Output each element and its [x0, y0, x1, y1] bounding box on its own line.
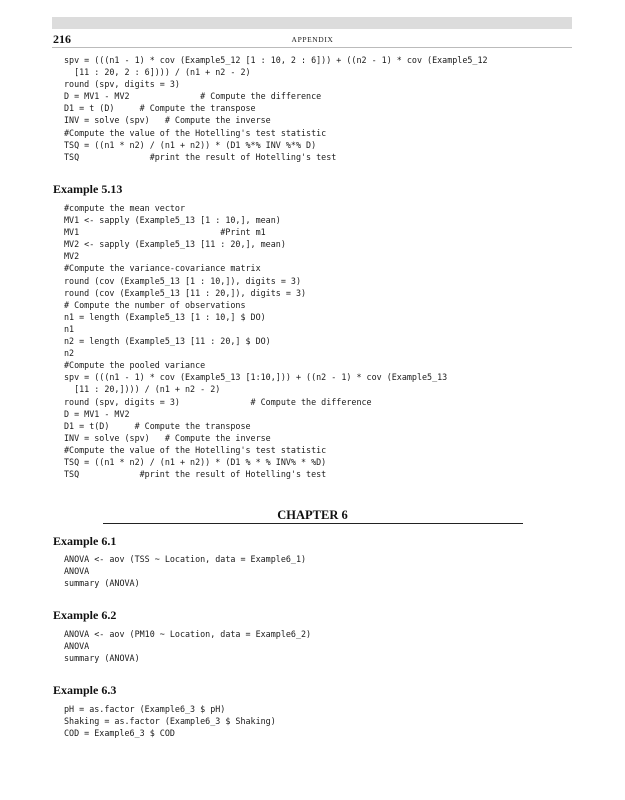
code-line: [11 : 20, 2 : 6]))) / (n1 + n2 - 2) [64, 67, 251, 78]
code-line: Shaking = as.factor (Example6_3 $ Shaking) [64, 716, 276, 727]
code-block-6-1 [64, 553, 306, 589]
code-line: TSQ = ((n1 * n2) / (n1 + n2)) * (D1 % * % INV% * %D) [64, 456, 327, 467]
code-line: # Compute the number of observations [64, 299, 246, 310]
code-line: round (spv, digits = 3) # Compute the difference [64, 396, 372, 407]
code-line: #Compute the value of the Hotelling's test statistic [64, 127, 327, 138]
code-line: #compute the mean vector [64, 203, 186, 213]
code-line: INV = solve (spv) # Compute the inverse [64, 115, 271, 126]
code-line: COD = Example6_3 $ COD [64, 728, 175, 739]
code-line: TSQ #print the result of Hotelling's test [64, 151, 337, 162]
code-line: D = MV1 - MV2 [64, 408, 130, 419]
code-block-6-3 [64, 703, 276, 739]
code-line: #Compute the pooled variance [64, 360, 206, 371]
code-line: INV = solve (spv) # Compute the inverse [64, 432, 271, 443]
code-line: round (spv, digits = 3) [64, 79, 180, 90]
code-line: n2 [64, 348, 75, 359]
code-line: MV2 <- sapply (Example5_13 [11 : 20,], mean) [64, 239, 286, 250]
code-line: pH = as.factor (Example6_3 $ pH) [64, 704, 226, 714]
code-line: TSQ = ((n1 * n2) / (n1 + n2)) * (D1 %*% INV %*% D) [64, 139, 317, 150]
code-block-6-2 [64, 628, 311, 664]
code-line: MV1 <- sapply (Example5_13 [1 : 10,], mean) [64, 215, 281, 226]
code-line: ANOVA [64, 566, 90, 577]
code-block-5-12-continued [64, 54, 488, 163]
code-line: ANOVA <- aov (TSS ~ Location, data = Example6_1) [64, 554, 307, 564]
code-line: summary (ANOVA) [64, 578, 140, 589]
code-line: D1 = t (D) # Compute the transpose [64, 103, 256, 114]
code-line: #Compute the variance-covariance matrix [64, 263, 261, 274]
header-bar [52, 17, 572, 29]
code-line: spv = (((n1 - 1) * cov (Example5_13 [1:10,])) + ((n2 - 1) * cov (Example5_13 [64, 372, 448, 383]
code-line: n1 [64, 323, 75, 334]
code-block-5-13 [64, 202, 447, 480]
code-line: #Compute the value of the Hotelling's test statistic [64, 444, 327, 455]
heading-example-6-2: Example 6.2 [53, 608, 117, 622]
chapter-rule [103, 523, 523, 524]
chapter-title: CHAPTER 6 [277, 508, 348, 522]
code-line: n1 = length (Example5_13 [1 : 10,] $ DO) [64, 311, 266, 322]
code-line: D1 = t(D) # Compute the transpose [64, 420, 251, 431]
heading-example-6-1: Example 6.1 [53, 534, 117, 548]
page-number: 216 [53, 32, 71, 46]
code-line: round (cov (Example5_13 [11 : 20,]), digits = 3) [64, 287, 307, 298]
code-line: n2 = length (Example5_13 [11 : 20,] $ DO) [64, 336, 271, 347]
code-line: D = MV1 - MV2 # Compute the difference [64, 91, 322, 102]
code-line: ANOVA [64, 641, 90, 652]
code-line: MV2 [64, 251, 80, 262]
header-rule [52, 47, 572, 48]
heading-example-5-13: Example 5.13 [53, 182, 123, 196]
running-head: APPENDIX [291, 35, 334, 44]
code-line: spv = (((n1 - 1) * cov (Example5_12 [1 : 10, 2 : 6])) + ((n2 - 1) * cov (Example5_12 [64, 55, 488, 65]
heading-example-6-3: Example 6.3 [53, 683, 117, 697]
code-line: TSQ #print the result of Hotelling's test [64, 469, 327, 480]
code-line: [11 : 20,]))) / (n1 + n2 - 2) [64, 384, 221, 395]
code-line: ANOVA <- aov (PM10 ~ Location, data = Example6_2) [64, 629, 312, 639]
code-line: MV1 #Print m1 [64, 227, 266, 238]
code-line: round (cov (Example5_13 [1 : 10,]), digits = 3) [64, 275, 301, 286]
code-line: summary (ANOVA) [64, 653, 140, 664]
